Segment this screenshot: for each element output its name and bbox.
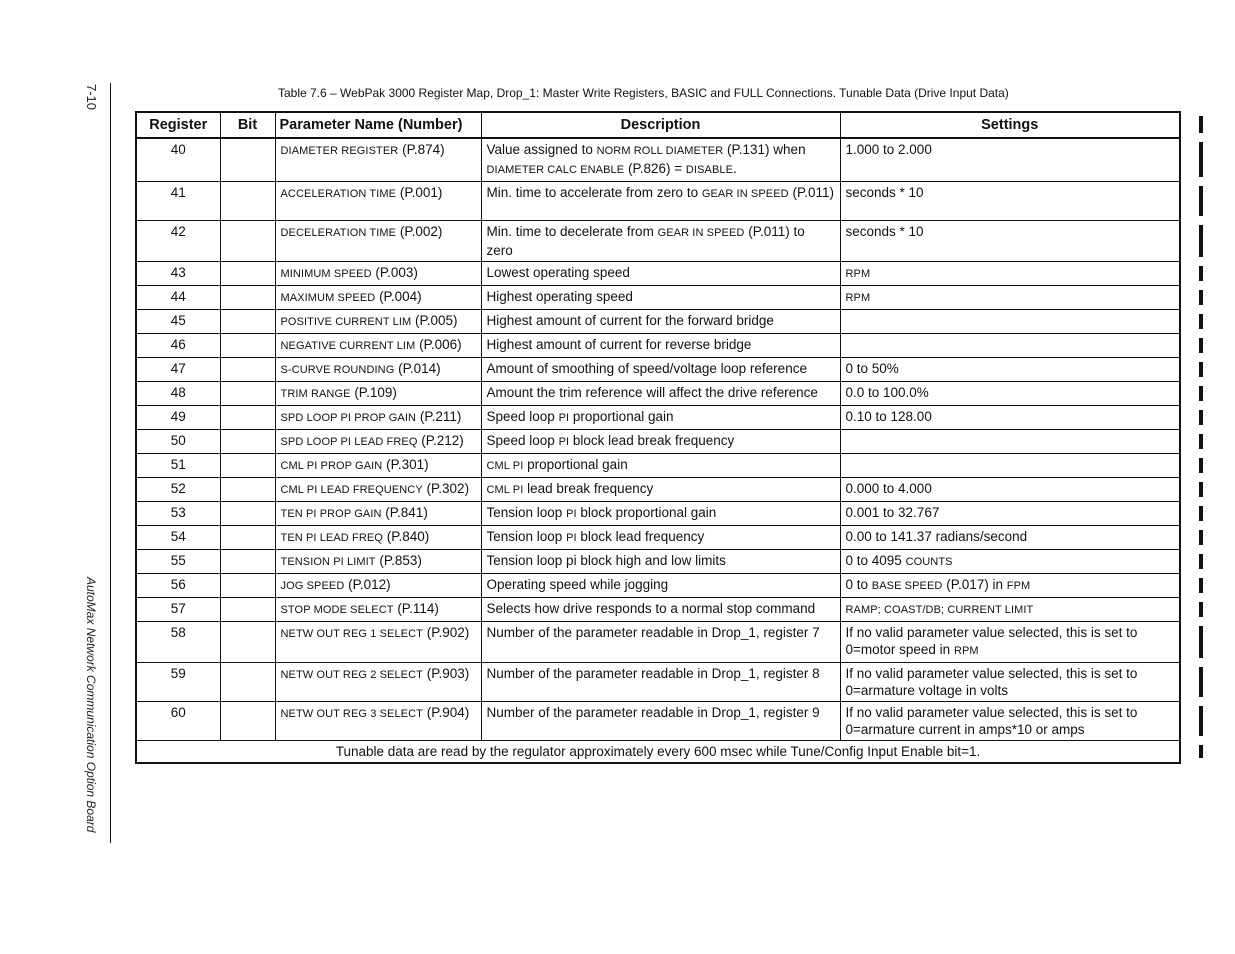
parameter-name: CML PI LEAD FREQUENCY — [280, 484, 423, 496]
parameter-number: (P.014) — [394, 361, 441, 376]
description-cell — [481, 334, 840, 358]
text-run: Speed loop — [486, 409, 559, 424]
change-bar — [1199, 667, 1203, 697]
header-settings: Settings — [840, 112, 1180, 138]
small-caps-term: RPM — [845, 268, 871, 280]
parameter-number: (P.904) — [422, 705, 470, 720]
change-bar — [1199, 266, 1203, 281]
table-row — [136, 598, 1180, 622]
text-run: 1.000 to 2.000 — [845, 142, 932, 157]
text-run: 0.00 to 141.37 radians/second — [845, 529, 1028, 544]
parameter-name: NEGATIVE CURRENT LIM — [280, 340, 416, 352]
small-caps-term: GEAR IN SPEED — [657, 227, 745, 239]
register-cell: 45 — [136, 310, 220, 334]
parameter-name: TRIM RANGE — [280, 388, 351, 400]
small-caps-term: BASE SPEED — [871, 580, 943, 592]
settings-cell — [840, 622, 1180, 663]
parameter-cell — [275, 310, 481, 334]
change-bar — [1199, 706, 1203, 736]
change-bar — [1199, 386, 1203, 401]
small-caps-term: PI — [566, 532, 577, 544]
parameter-cell — [275, 622, 481, 663]
description-cell — [481, 663, 840, 702]
parameter-cell — [275, 526, 481, 550]
register-cell: 41 — [136, 182, 220, 221]
bit-cell — [220, 221, 275, 262]
description-cell — [481, 138, 840, 182]
table-caption: Table 7.6 – WebPak 3000 Register Map, Drop_1: Master Write Registers, BASIC and FULL Connections. Tunable Data (Drive Input Data) — [278, 86, 1009, 100]
table-row — [136, 702, 1180, 741]
text-run: 0 to 50% — [845, 361, 899, 376]
change-bar — [1199, 602, 1203, 617]
table-row — [136, 454, 1180, 478]
settings-cell — [840, 406, 1180, 430]
header-description: Description — [481, 112, 840, 138]
small-caps-term: PI — [558, 436, 570, 448]
settings-cell — [840, 478, 1180, 502]
change-bar — [1199, 362, 1203, 377]
bit-cell — [220, 478, 275, 502]
register-cell: 43 — [136, 262, 220, 286]
register-cell: 59 — [136, 663, 220, 702]
parameter-number: (P.002) — [396, 224, 443, 239]
text-run: Tension loop — [486, 505, 567, 520]
text-run: 0.10 to 128.00 — [845, 409, 932, 424]
description-cell — [481, 502, 840, 526]
parameter-number: (P.004) — [375, 289, 422, 304]
small-caps-term: RAMP; COAST/DB; CURRENT LIMIT — [845, 604, 1034, 616]
description-cell — [481, 526, 840, 550]
register-cell: 60 — [136, 702, 220, 741]
text-run: block lead frequency — [576, 529, 705, 544]
text-run: . — [733, 161, 737, 176]
parameter-cell — [275, 138, 481, 182]
parameter-cell — [275, 286, 481, 310]
register-cell: 42 — [136, 221, 220, 262]
text-run: block proportional gain — [576, 505, 717, 520]
text-run: lead break frequency — [523, 481, 654, 496]
parameter-name: CML PI PROP GAIN — [280, 460, 383, 472]
settings-cell — [840, 262, 1180, 286]
bit-cell — [220, 138, 275, 182]
text-run: Tension loop — [486, 529, 567, 544]
table-row — [136, 502, 1180, 526]
register-cell: 58 — [136, 622, 220, 663]
running-footer: AutoMax Network Communication Option Board — [84, 577, 98, 833]
text-run: Selects how drive responds to a normal stop command — [486, 601, 816, 616]
parameter-name: ACCELERATION TIME — [280, 188, 397, 200]
table-row — [136, 550, 1180, 574]
text-run: (P.017) in — [942, 577, 1007, 592]
register-cell: 53 — [136, 502, 220, 526]
parameter-number: (P.003) — [371, 265, 418, 280]
text-run: If no valid parameter value selected, this is set to 0=motor speed in — [845, 625, 1138, 657]
parameter-cell — [275, 663, 481, 702]
table-row — [136, 663, 1180, 702]
margin-rule — [110, 83, 111, 843]
text-run: Amount of smoothing of speed/voltage loop reference — [486, 361, 807, 376]
description-cell — [481, 454, 840, 478]
parameter-name: MAXIMUM SPEED — [280, 292, 376, 304]
table-row — [136, 182, 1180, 221]
parameter-cell — [275, 598, 481, 622]
change-bar — [1199, 745, 1203, 759]
parameter-cell — [275, 430, 481, 454]
parameter-cell — [275, 221, 481, 262]
settings-cell — [840, 286, 1180, 310]
settings-cell — [840, 310, 1180, 334]
parameter-name: JOG SPEED — [280, 580, 345, 592]
settings-cell — [840, 598, 1180, 622]
parameter-cell — [275, 182, 481, 221]
text-run: Amount the trim reference will affect the drive reference — [486, 385, 818, 400]
text-run: Min. time to decelerate from — [486, 224, 658, 239]
text-run: (P.011) — [788, 185, 834, 200]
change-bar — [1199, 458, 1203, 473]
text-run: 0 to — [845, 577, 872, 592]
bit-cell — [220, 382, 275, 406]
register-cell: 52 — [136, 478, 220, 502]
register-map-table — [135, 111, 1181, 764]
change-bar — [1199, 482, 1203, 497]
table-row — [136, 334, 1180, 358]
text-run: Number of the parameter readable in Drop_1, register 8 — [486, 666, 820, 681]
header-parameter: Parameter Name (Number) — [275, 112, 481, 138]
bit-cell — [220, 454, 275, 478]
text-run: If no valid parameter value selected, this is set to 0=armature current in amps*10 or amps — [845, 705, 1138, 737]
register-cell: 44 — [136, 286, 220, 310]
table-row — [136, 358, 1180, 382]
settings-cell — [840, 138, 1180, 182]
table-row — [136, 622, 1180, 663]
parameter-number: (P.903) — [422, 666, 470, 681]
settings-cell — [840, 502, 1180, 526]
change-bar — [1199, 338, 1203, 353]
small-caps-term: FPM — [1006, 580, 1031, 592]
parameter-cell — [275, 262, 481, 286]
description-cell — [481, 310, 840, 334]
text-run: If no valid parameter value selected, this is set to 0=armature voltage in volts — [845, 666, 1138, 698]
description-cell — [481, 382, 840, 406]
parameter-number: (P.006) — [415, 337, 462, 352]
small-caps-term: CML PI — [486, 484, 524, 496]
bit-cell — [220, 574, 275, 598]
description-cell — [481, 406, 840, 430]
text-run: Number of the parameter readable in Drop_1, register 9 — [486, 705, 820, 720]
register-cell: 55 — [136, 550, 220, 574]
settings-cell — [840, 454, 1180, 478]
bit-cell — [220, 550, 275, 574]
change-bar — [1199, 116, 1203, 133]
text-run: 0.001 to 32.767 — [845, 505, 940, 520]
settings-cell — [840, 430, 1180, 454]
table-row — [136, 382, 1180, 406]
change-bar — [1199, 578, 1203, 593]
register-cell: 40 — [136, 138, 220, 182]
change-bar — [1199, 626, 1203, 658]
description-cell — [481, 358, 840, 382]
table-row — [136, 310, 1180, 334]
settings-cell — [840, 334, 1180, 358]
text-run: proportional gain — [523, 457, 628, 472]
table-row — [136, 286, 1180, 310]
table-row — [136, 262, 1180, 286]
settings-cell — [840, 221, 1180, 262]
small-caps-term: DISABLE — [685, 164, 734, 176]
parameter-number: (P.853) — [375, 553, 422, 568]
description-cell — [481, 182, 840, 221]
text-run: Highest amount of current for reverse bridge — [486, 337, 752, 352]
parameter-number: (P.840) — [382, 529, 430, 544]
small-caps-term: PI — [558, 412, 570, 424]
change-bar — [1199, 225, 1203, 257]
description-cell — [481, 550, 840, 574]
parameter-cell — [275, 574, 481, 598]
register-cell: 50 — [136, 430, 220, 454]
parameter-number: (P.114) — [393, 601, 439, 616]
settings-cell — [840, 574, 1180, 598]
change-bar — [1199, 554, 1203, 569]
header-bit: Bit — [220, 112, 275, 138]
settings-cell — [840, 526, 1180, 550]
parameter-number: (P.005) — [411, 313, 458, 328]
table-body — [136, 138, 1180, 741]
parameter-cell — [275, 406, 481, 430]
parameter-number: (P.012) — [344, 577, 391, 592]
change-bar — [1199, 434, 1203, 449]
parameter-name: STOP MODE SELECT — [280, 604, 394, 616]
table-row — [136, 478, 1180, 502]
table-header-row — [136, 112, 1180, 138]
table-row — [136, 221, 1180, 262]
table-row — [136, 574, 1180, 598]
parameter-name: NETW OUT REG 1 SELECT — [280, 628, 423, 640]
settings-cell — [840, 663, 1180, 702]
small-caps-term: CML PI — [486, 460, 524, 472]
parameter-cell — [275, 358, 481, 382]
text-run: 0.000 to 4.000 — [845, 481, 932, 496]
description-cell — [481, 702, 840, 741]
bit-cell — [220, 310, 275, 334]
bit-cell — [220, 663, 275, 702]
register-cell: 57 — [136, 598, 220, 622]
small-caps-term: COUNTS — [905, 556, 953, 568]
bit-cell — [220, 598, 275, 622]
bit-cell — [220, 182, 275, 221]
description-cell — [481, 262, 840, 286]
small-caps-term: PI — [566, 508, 577, 520]
parameter-number: (P.301) — [382, 457, 429, 472]
small-caps-term: RPM — [845, 292, 871, 304]
description-cell — [481, 221, 840, 262]
parameter-number: (P.109) — [350, 385, 397, 400]
table-footnote-row — [136, 741, 1180, 764]
table-row — [136, 526, 1180, 550]
table-row — [136, 138, 1180, 182]
table-footnote: Tunable data are read by the regulator approximately every 600 msec while Tune/Config Input Enable bit=1. — [136, 741, 1180, 764]
parameter-number: (P.302) — [422, 481, 470, 496]
text-run: proportional gain — [569, 409, 674, 424]
register-cell: 46 — [136, 334, 220, 358]
text-run: Lowest operating speed — [486, 265, 630, 280]
bit-cell — [220, 502, 275, 526]
settings-cell — [840, 702, 1180, 741]
change-bar — [1199, 142, 1203, 177]
bit-cell — [220, 526, 275, 550]
parameter-name: SPD LOOP PI LEAD FREQ — [280, 436, 418, 448]
parameter-name: NETW OUT REG 2 SELECT — [280, 669, 423, 681]
change-bar — [1199, 186, 1203, 216]
parameter-name: POSITIVE CURRENT LIM — [280, 316, 412, 328]
change-bar — [1199, 530, 1203, 545]
text-run: seconds * 10 — [845, 224, 924, 239]
bit-cell — [220, 262, 275, 286]
change-bar — [1199, 314, 1203, 329]
register-cell: 54 — [136, 526, 220, 550]
text-run: Highest amount of current for the forward bridge — [486, 313, 774, 328]
text-run: 0 to 4095 — [845, 553, 906, 568]
bit-cell — [220, 622, 275, 663]
bit-cell — [220, 286, 275, 310]
parameter-cell — [275, 550, 481, 574]
parameter-name: DECELERATION TIME — [280, 227, 397, 239]
small-caps-term: RPM — [953, 645, 979, 657]
parameter-cell — [275, 454, 481, 478]
text-run: block lead break frequency — [569, 433, 735, 448]
text-run: Speed loop — [486, 433, 559, 448]
text-run: (P.826) = — [624, 161, 686, 176]
bit-cell — [220, 358, 275, 382]
bit-cell — [220, 406, 275, 430]
settings-cell — [840, 182, 1180, 221]
text-run: 0.0 to 100.0% — [845, 385, 929, 400]
parameter-name: TEN PI PROP GAIN — [280, 508, 382, 520]
parameter-name: SPD LOOP PI PROP GAIN — [280, 412, 417, 424]
description-cell — [481, 574, 840, 598]
bit-cell — [220, 430, 275, 454]
settings-cell — [840, 550, 1180, 574]
register-cell: 49 — [136, 406, 220, 430]
header-register: Register — [136, 112, 220, 138]
bit-cell — [220, 702, 275, 741]
change-bar — [1199, 506, 1203, 521]
parameter-number: (P.874) — [398, 142, 445, 157]
description-cell — [481, 478, 840, 502]
text-run: Tension loop pi block high and low limits — [486, 553, 726, 568]
small-caps-term: NORM ROLL DIAMETER — [596, 145, 724, 157]
parameter-number: (P.211) — [416, 409, 462, 424]
parameter-cell — [275, 334, 481, 358]
text-run: (P.131) when — [723, 142, 806, 157]
description-cell — [481, 598, 840, 622]
register-cell: 56 — [136, 574, 220, 598]
small-caps-term: GEAR IN SPEED — [701, 188, 789, 200]
parameter-name: S-CURVE ROUNDING — [280, 364, 395, 376]
parameter-name: NETW OUT REG 3 SELECT — [280, 708, 423, 720]
text-run: seconds * 10 — [845, 185, 924, 200]
change-bar — [1199, 410, 1203, 425]
register-cell: 48 — [136, 382, 220, 406]
description-cell — [481, 286, 840, 310]
parameter-name: TEN PI LEAD FREQ — [280, 532, 383, 544]
register-cell: 47 — [136, 358, 220, 382]
text-run: Min. time to accelerate from zero to — [486, 185, 702, 200]
settings-cell — [840, 358, 1180, 382]
change-bar — [1199, 290, 1203, 305]
bit-cell — [220, 334, 275, 358]
description-cell — [481, 622, 840, 663]
parameter-number: (P.841) — [381, 505, 428, 520]
register-cell: 51 — [136, 454, 220, 478]
parameter-name: TENSION PI LIMIT — [280, 556, 376, 568]
settings-cell — [840, 382, 1180, 406]
text-run: (P.011) to zero — [486, 224, 805, 258]
text-run: Value assigned to — [486, 142, 597, 157]
parameter-cell — [275, 478, 481, 502]
parameter-cell — [275, 502, 481, 526]
parameter-name: DIAMETER REGISTER — [280, 145, 399, 157]
description-cell — [481, 430, 840, 454]
table-row — [136, 430, 1180, 454]
parameter-cell — [275, 382, 481, 406]
parameter-number: (P.001) — [396, 185, 443, 200]
small-caps-term: DIAMETER CALC ENABLE — [486, 164, 625, 176]
parameter-number: (P.902) — [422, 625, 470, 640]
text-run: Number of the parameter readable in Drop_1, register 7 — [486, 625, 820, 640]
text-run: Operating speed while jogging — [486, 577, 669, 592]
parameter-name: MINIMUM SPEED — [280, 268, 372, 280]
parameter-number: (P.212) — [417, 433, 464, 448]
page-number: 7-10 — [84, 84, 99, 111]
parameter-cell — [275, 702, 481, 741]
table-row — [136, 406, 1180, 430]
text-run: Highest operating speed — [486, 289, 633, 304]
